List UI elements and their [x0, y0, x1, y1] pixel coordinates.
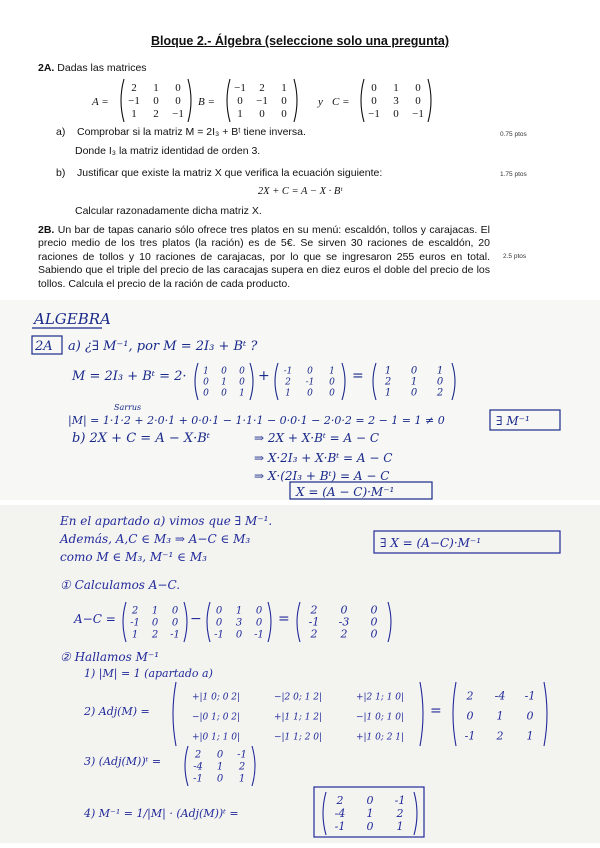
matrix-a-cell-0-2: 0 — [175, 82, 181, 95]
hw-matrix-c-left-bracket — [207, 602, 210, 642]
matrix-a — [121, 79, 191, 122]
adjugate-minors-cell-1-1: +|1 1; 1 2| — [273, 712, 323, 723]
svg-text:=: = — [430, 703, 442, 719]
matrix-c-cell-0-0: 0 — [371, 82, 377, 95]
hw-matrix-a-cell-0-2: 0 — [171, 605, 179, 617]
adjugate-matrix-cell-1-0: 0 — [466, 709, 474, 723]
question-b-text: Justificar que existe la matriz X que verifica la ecuación siguiente: — [77, 167, 383, 179]
adjugate-transpose-matrix-cell-2-1: 0 — [216, 773, 224, 785]
question-a-note: Donde I₃ la matriz identidad de orden 3. — [75, 145, 261, 157]
exam-statement — [0, 0, 600, 298]
p2-boxed-result: ∃ X = (A−C)·M⁻¹ — [380, 536, 482, 550]
svg-text:+: + — [258, 368, 270, 384]
matrix-c-cell-0-2: 0 — [415, 82, 421, 95]
m-matrix-cell-2-2: 2 — [436, 387, 444, 399]
identity-matrix-left-bracket — [195, 363, 198, 400]
m-inverse-matrix-cell-1-2: 2 — [396, 807, 404, 821]
matrix-a-cell-0-1: 1 — [153, 82, 159, 95]
adjugate-matrix-cell-2-1: 2 — [496, 729, 504, 743]
adjugate-minors-cell-0-0: +|1 0; 0 2| — [191, 692, 241, 703]
adjugate-matrix-cell-1-1: 1 — [496, 709, 504, 723]
m-matrix-cell-0-1: 0 — [410, 365, 418, 377]
question-a-text: Comprobar si la matriz M = 2I₃ + Bᵗ tiene inversa. — [77, 126, 306, 138]
m-inverse-matrix-cell-0-1: 0 — [366, 794, 374, 808]
a-minus-c-label: A−C = — [74, 612, 116, 626]
matrix-b-cell-0-2: 1 — [281, 82, 287, 95]
adjugate-minors-cell-2-1: −|1 1; 2 0| — [273, 732, 323, 743]
adjugate-minors-cell-0-1: −|2 0; 1 2| — [273, 692, 323, 703]
adjugate-transpose-matrix-cell-0-2: -1 — [237, 749, 247, 761]
a-minus-c-matrix-cell-0-0: 2 — [310, 603, 318, 617]
handwritten-solution-part-b — [0, 505, 600, 843]
question-2a-intro — [38, 62, 147, 75]
a-minus-c-matrix-cell-1-0: -1 — [308, 615, 320, 629]
question-b — [56, 167, 382, 180]
hw-matrix-a-cell-2-1: 2 — [151, 629, 159, 641]
a-minus-c-matrix-cell-2-2: 0 — [370, 627, 378, 641]
matrix-b-cell-2-0: 1 — [237, 108, 243, 121]
matrix-a-cell-2-2: −1 — [172, 108, 184, 121]
matrix-a-cell-2-1: 2 — [153, 108, 159, 121]
hw-matrix-a-cell-0-0: 2 — [131, 605, 139, 617]
identity-matrix-cell-2-2: 1 — [239, 388, 245, 399]
adjugate-minors-left-bracket — [173, 682, 176, 746]
hw-matrix-a-cell-1-2: 0 — [171, 617, 179, 629]
adjugate-minors-cell-2-2: +|1 0; 2 1| — [355, 732, 405, 743]
matrix-a-cell-1-0: −1 — [128, 95, 140, 108]
identity-matrix-cell-2-1: 0 — [221, 388, 227, 399]
m-matrix-right-bracket — [452, 363, 455, 400]
hw-matrix-c-cell-2-2: -1 — [254, 629, 264, 641]
identity-matrix-cell-2-0: 0 — [203, 388, 209, 399]
identity-matrix-cell-1-1: 1 — [221, 377, 227, 388]
b-transpose-matrix-cell-1-2: 0 — [329, 377, 335, 388]
question-2b-text: Un bar de tapas canario sólo ofrece tres platos en su menú: escaldón, tollos y carajacas. El precio medio de los tres platos (la ración) es de 5€. Se sirven 30 raciones de escaldón, 20 raciones de tollos y 10 raciones de carajacas, por lo que se ingresaron 255 euros en total. Sabiendo que el triple del precio de las caracajas supera en diez euros el doble del precio de los tollos. Calcula el precio de la ración de cada producto. — [38, 224, 490, 290]
m-inverse-matrix-right-bracket — [414, 792, 417, 835]
matrix-c-left-bracket — [361, 79, 364, 122]
step-1: ① Calculamos A−C. — [60, 578, 181, 592]
adjugate-transpose-matrix-cell-0-1: 0 — [216, 749, 224, 761]
m-matrix-cell-1-1: 1 — [410, 376, 418, 388]
b-transpose-matrix-cell-1-1: -1 — [305, 377, 315, 388]
matrix-b-cell-2-2: 0 — [281, 108, 287, 121]
m-inverse-matrix-cell-0-2: -1 — [394, 794, 406, 808]
b-transpose-matrix-cell-2-0: 1 — [285, 388, 291, 399]
hw-matrix-c — [207, 602, 271, 642]
m-inverse-matrix-cell-2-2: 1 — [396, 820, 404, 834]
a-minus-c-matrix-cell-0-1: 0 — [340, 603, 348, 617]
adjugate-transpose-matrix-left-bracket — [185, 746, 188, 786]
matrix-a-right-bracket — [188, 79, 191, 122]
adjugate-matrix-cell-0-1: -4 — [494, 689, 506, 703]
matrix-b — [227, 79, 297, 122]
adjugate-matrix-cell-2-0: -1 — [464, 729, 476, 743]
question-2a-text: Dadas las matrices — [57, 62, 147, 74]
m-matrix-cell-0-2: 1 — [436, 365, 444, 377]
p2-line-1: En el apartado a) vimos que ∃ M⁻¹. — [60, 514, 273, 528]
adjugate-matrix-cell-0-2: -1 — [524, 689, 536, 703]
m-matrix-cell-0-0: 1 — [384, 365, 392, 377]
matrix-b-cell-1-0: 0 — [237, 95, 243, 108]
hw-matrix-a-cell-2-2: -1 — [170, 629, 180, 641]
matrix-a-left-bracket — [121, 79, 124, 122]
matrix-c-name: C = — [332, 96, 350, 108]
a-minus-c-matrix-left-bracket — [297, 602, 300, 642]
m-inverse-matrix-cell-2-0: -1 — [334, 820, 346, 834]
line-m-definition: M = 2I₃ + Bᵗ = 2· — [72, 369, 187, 384]
adjugate-matrix-right-bracket — [544, 682, 547, 746]
adjugate-minors — [173, 682, 423, 746]
m-matrix-cell-2-1: 0 — [410, 387, 418, 399]
matrix-a-cell-1-1: 0 — [153, 95, 159, 108]
adjugate-minors-cell-0-2: +|2 1; 1 0| — [355, 692, 405, 703]
adjugate-transpose-matrix-cell-0-0: 2 — [194, 749, 202, 761]
adjugate-minors-cell-2-0: +|0 1; 1 0| — [191, 732, 241, 743]
hw-matrix-c-cell-1-0: 0 — [215, 617, 223, 629]
adjugate-matrix-cell-1-2: 0 — [526, 709, 534, 723]
a-minus-c-matrix-cell-2-0: 2 — [310, 627, 318, 641]
adjugate-minors-cell-1-2: −|1 0; 1 0| — [355, 712, 405, 723]
hw-matrix-a-left-bracket — [123, 602, 126, 642]
hw-matrix-a-cell-2-0: 1 — [131, 629, 139, 641]
matrix-b-cell-0-0: −1 — [234, 82, 246, 95]
a-minus-c-matrix-cell-1-1: -3 — [338, 615, 350, 629]
question-2a-label: 2A. — [38, 62, 55, 74]
adjugate-transpose-matrix-cell-1-0: -4 — [193, 761, 203, 773]
svg-text:=: = — [352, 368, 364, 384]
m-inverse-matrix-cell-1-0: -4 — [334, 807, 346, 821]
substep-4: 4) M⁻¹ = 1/|M| · (Adj(M))ᵗ = — [84, 807, 239, 820]
p2-line-2: Además, A,C ∈ M₃ ⇒ A−C ∈ M₃ — [60, 532, 251, 546]
b-line-5: X = (A − C)·M⁻¹ — [296, 485, 395, 499]
substep-3: 3) (Adj(M))ᵗ = — [84, 755, 162, 768]
adjugate-minors-cell-1-0: −|0 1; 0 2| — [191, 712, 241, 723]
matrix-b-right-bracket — [294, 79, 297, 122]
sarrus-note: Sarrus — [114, 403, 142, 412]
a-minus-c-matrix-cell-0-2: 0 — [370, 603, 378, 617]
adjugate-transpose-matrix — [185, 746, 255, 786]
a-minus-c-matrix — [297, 602, 391, 642]
identity-matrix — [195, 363, 253, 400]
matrix-c-cell-2-1: 0 — [393, 108, 399, 121]
matrix-b-cell-0-1: 2 — [259, 82, 265, 95]
b-transpose-matrix-left-bracket — [275, 363, 278, 400]
m-matrix — [373, 363, 455, 400]
m-inverse-matrix — [323, 792, 417, 835]
adjugate-matrix — [453, 682, 547, 746]
hw-matrix-c-cell-1-1: 3 — [235, 617, 243, 629]
b-transpose-matrix-cell-2-1: 0 — [307, 388, 313, 399]
matrix-c-cell-0-1: 1 — [393, 82, 399, 95]
adjugate-transpose-matrix-cell-1-2: 2 — [238, 761, 246, 773]
step-2: ② Hallamos M⁻¹ — [60, 650, 160, 664]
matrix-c-cell-1-1: 3 — [393, 95, 399, 108]
adjugate-transpose-matrix-cell-2-0: -1 — [193, 773, 203, 785]
b-line-2: ⇒ 2X + X·Bᵗ = A − C — [254, 431, 380, 445]
adjugate-transpose-matrix-cell-2-2: 1 — [238, 773, 246, 785]
matrix-y-word: y — [318, 96, 323, 108]
adjugate-transpose-matrix-right-bracket — [252, 746, 255, 786]
m-matrix-cell-1-0: 2 — [384, 376, 392, 388]
matrix-a-cell-0-0: 2 — [131, 82, 137, 95]
m-inverse-matrix-cell-1-1: 1 — [366, 807, 374, 821]
adjugate-transpose-matrix-cell-1-1: 1 — [216, 761, 224, 773]
p2-line-3: como M ∈ M₃, M⁻¹ ∈ M₃ — [60, 550, 207, 564]
adjugate-minors-right-bracket — [420, 682, 423, 746]
matrix-b-left-bracket — [227, 79, 230, 122]
substep-2: 2) Adj(M) = — [84, 705, 150, 718]
solution-heading: ALGEBRA — [34, 310, 111, 328]
hw-matrix-a-cell-0-1: 1 — [151, 605, 159, 617]
a-minus-c-matrix-cell-2-1: 2 — [340, 627, 348, 641]
m-inverse-matrix-cell-2-1: 0 — [366, 820, 374, 834]
b-transpose-matrix-cell-0-0: -1 — [283, 366, 293, 377]
identity-matrix-cell-1-0: 0 — [203, 377, 209, 388]
determinant-line: |M| = 1·1·2 + 2·0·1 + 0·0·1 − 1·1·1 − 0·0·1 − 2·0·2 = 2 − 1 = 1 ≠ 0 — [68, 414, 445, 427]
question-b-note: Calcular razonadamente dicha matriz X. — [75, 205, 262, 217]
svg-text:−: − — [190, 611, 202, 627]
m-matrix-cell-2-0: 1 — [384, 387, 392, 399]
adjugate-matrix-left-bracket — [453, 682, 456, 746]
hw-matrix-c-right-bracket — [268, 602, 271, 642]
exam-title: Bloque 2.- Álgebra (seleccione solo una pregunta) — [151, 34, 449, 48]
question-a-label: a) — [56, 126, 66, 138]
question-2b-points: 2.5 ptos — [503, 253, 527, 260]
a-minus-c-matrix-cell-1-2: 0 — [370, 615, 378, 629]
question-a — [56, 126, 306, 139]
given-matrices — [90, 78, 530, 124]
svg-text:=: = — [278, 611, 290, 627]
solution-question-label: 2A — [35, 339, 53, 354]
hw-matrix-c-cell-0-2: 0 — [255, 605, 263, 617]
matrix-a-cell-1-2: 0 — [175, 95, 181, 108]
matrix-b-cell-1-2: 0 — [281, 95, 287, 108]
identity-matrix-right-bracket — [250, 363, 253, 400]
m-matrix-cell-1-2: 0 — [436, 376, 444, 388]
hw-matrix-a — [123, 602, 187, 642]
question-b-points: 1.75 ptos — [500, 171, 527, 178]
b-line-3: ⇒ X·2I₃ + X·Bᵗ = A − C — [254, 451, 393, 465]
b-transpose-matrix-cell-2-2: 0 — [329, 388, 335, 399]
hw-matrix-c-cell-1-2: 0 — [255, 617, 263, 629]
hw-matrix-c-cell-0-0: 0 — [215, 605, 223, 617]
matrix-a-cell-2-0: 1 — [131, 108, 137, 121]
matrix-b-name: B = — [198, 96, 215, 108]
matrix-c — [361, 79, 431, 122]
m-matrix-left-bracket — [373, 363, 376, 400]
line-a1: a) ¿∃ M⁻¹, por M = 2I₃ + Bᵗ ? — [68, 339, 258, 354]
handwritten-solution-part-a — [0, 300, 600, 500]
b-transpose-matrix-cell-0-1: 0 — [307, 366, 313, 377]
matrix-c-cell-2-2: −1 — [412, 108, 424, 121]
matrix-c-cell-2-0: −1 — [368, 108, 380, 121]
a-minus-c-matrix-right-bracket — [388, 602, 391, 642]
matrix-a-name: A = — [92, 96, 109, 108]
b-line-1: b) 2X + C = A − X·Bᵗ — [72, 431, 211, 446]
adjugate-matrix-cell-0-0: 2 — [466, 689, 474, 703]
matrix-c-right-bracket — [428, 79, 431, 122]
b-transpose-matrix-cell-1-0: 2 — [285, 377, 291, 388]
hw-matrix-a-right-bracket — [184, 602, 187, 642]
determinant-result: ∃ M⁻¹ — [496, 414, 530, 428]
question-2b-label: 2B. — [38, 224, 55, 236]
hw-matrix-c-cell-2-1: 0 — [235, 629, 243, 641]
question-b-equation: 2X + C = A − X · Bᵗ — [257, 186, 343, 197]
matrix-c-cell-1-2: 0 — [415, 95, 421, 108]
matrix-b-cell-1-1: −1 — [256, 95, 268, 108]
hw-matrix-a-cell-1-0: -1 — [130, 617, 140, 629]
hw-matrix-a-cell-1-1: 0 — [151, 617, 159, 629]
matrix-c-cell-1-0: 0 — [371, 95, 377, 108]
identity-matrix-cell-0-1: 0 — [221, 366, 227, 377]
matrix-b-cell-2-1: 0 — [259, 108, 265, 121]
adjugate-matrix-cell-2-2: 1 — [526, 729, 534, 743]
b-transpose-matrix-cell-0-2: 1 — [329, 366, 335, 377]
m-inverse-matrix-left-bracket — [323, 792, 326, 835]
b-transpose-matrix — [275, 363, 345, 400]
hw-matrix-c-cell-2-0: -1 — [214, 629, 224, 641]
identity-matrix-cell-1-2: 0 — [239, 377, 245, 388]
hw-matrix-c-cell-0-1: 1 — [235, 605, 243, 617]
substep-1: 1) |M| = 1 (apartado a) — [84, 667, 213, 680]
b-transpose-matrix-right-bracket — [342, 363, 345, 400]
question-a-points: 0.75 ptos — [500, 131, 527, 138]
question-b-label: b) — [56, 167, 66, 179]
identity-matrix-cell-0-2: 0 — [239, 366, 245, 377]
identity-matrix-cell-0-0: 1 — [203, 366, 209, 377]
b-line-4: ⇒ X·(2I₃ + Bᵗ) = A − C — [254, 469, 390, 483]
m-inverse-matrix-cell-0-0: 2 — [336, 794, 344, 808]
question-2b — [38, 224, 490, 291]
